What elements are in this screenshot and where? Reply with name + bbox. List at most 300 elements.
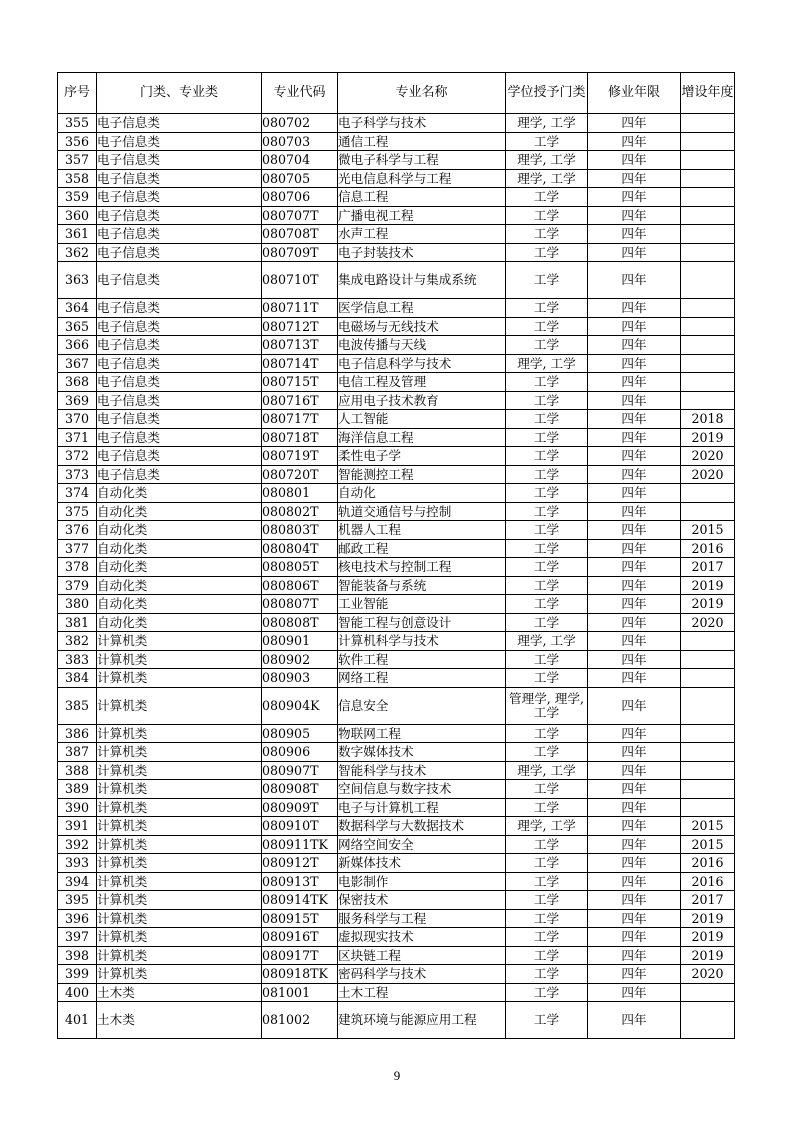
cell-category: 计算机类	[97, 965, 262, 984]
cell-seq: 361	[58, 225, 97, 244]
cell-degree: 工学	[506, 539, 588, 558]
cell-major-name: 信息安全	[338, 687, 506, 724]
cell-years: 四年	[588, 447, 681, 466]
cell-added-year	[681, 243, 735, 262]
table-row	[58, 891, 735, 910]
cell-major-name: 电子科学与技术	[338, 114, 506, 133]
cell-category: 计算机类	[97, 650, 262, 669]
cell-seq: 400	[58, 983, 97, 1002]
table-row	[58, 632, 735, 651]
cell-degree: 工学	[506, 132, 588, 151]
table-row	[58, 169, 735, 188]
cell-major-name: 智能装备与系统	[338, 576, 506, 595]
cell-category: 电子信息类	[97, 428, 262, 447]
cell-added-year	[681, 669, 735, 688]
cell-added-year	[681, 632, 735, 651]
cell-code: 080804T	[262, 539, 338, 558]
cell-code: 080910T	[262, 817, 338, 836]
table-row	[58, 724, 735, 743]
cell-category: 自动化类	[97, 613, 262, 632]
cell-degree: 理学, 工学	[506, 761, 588, 780]
cell-seq: 374	[58, 484, 97, 503]
cell-major-name: 空间信息与数字技术	[338, 780, 506, 799]
cell-years: 四年	[588, 502, 681, 521]
cell-years: 四年	[588, 946, 681, 965]
cell-years: 四年	[588, 872, 681, 891]
cell-years: 四年	[588, 336, 681, 355]
cell-years: 四年	[588, 595, 681, 614]
cell-seq: 376	[58, 521, 97, 540]
cell-years: 四年	[588, 780, 681, 799]
table-row	[58, 317, 735, 336]
cell-category: 自动化类	[97, 484, 262, 503]
cell-seq: 370	[58, 410, 97, 429]
cell-degree: 工学	[506, 336, 588, 355]
cell-added-year	[681, 484, 735, 503]
cell-degree: 工学	[506, 743, 588, 762]
table-row	[58, 854, 735, 873]
cell-degree: 管理学, 理学, 工学	[506, 687, 588, 724]
cell-category: 计算机类	[97, 798, 262, 817]
table-row	[58, 521, 735, 540]
cell-degree: 工学	[506, 946, 588, 965]
cell-major-name: 数字媒体技术	[338, 743, 506, 762]
cell-category: 电子信息类	[97, 225, 262, 244]
cell-degree: 工学	[506, 243, 588, 262]
cell-code: 080720T	[262, 465, 338, 484]
cell-years: 四年	[588, 188, 681, 207]
cell-degree: 工学	[506, 225, 588, 244]
cell-category: 计算机类	[97, 909, 262, 928]
cell-years: 四年	[588, 151, 681, 170]
cell-years: 四年	[588, 724, 681, 743]
cell-added-year: 2016	[681, 854, 735, 873]
cell-code: 080901	[262, 632, 338, 651]
cell-added-year: 2019	[681, 595, 735, 614]
cell-years: 四年	[588, 539, 681, 558]
cell-major-name: 土木工程	[338, 983, 506, 1002]
cell-code: 080908T	[262, 780, 338, 799]
cell-added-year	[681, 169, 735, 188]
cell-category: 土木类	[97, 1002, 262, 1039]
table-row	[58, 539, 735, 558]
cell-category: 电子信息类	[97, 373, 262, 392]
cell-degree: 工学	[506, 521, 588, 540]
cell-years: 四年	[588, 225, 681, 244]
cell-code: 080713T	[262, 336, 338, 355]
cell-code: 080707T	[262, 206, 338, 225]
cell-degree: 工学	[506, 558, 588, 577]
cell-seq: 381	[58, 613, 97, 632]
cell-major-name: 电信工程及管理	[338, 373, 506, 392]
table-row	[58, 965, 735, 984]
cell-code: 080716T	[262, 391, 338, 410]
cell-seq: 401	[58, 1002, 97, 1039]
cell-code: 080903	[262, 669, 338, 688]
header-degree: 学位授予门类	[506, 73, 588, 114]
cell-seq: 385	[58, 687, 97, 724]
cell-added-year: 2016	[681, 872, 735, 891]
table-row	[58, 391, 735, 410]
cell-code: 080913T	[262, 872, 338, 891]
cell-major-name: 智能工程与创意设计	[338, 613, 506, 632]
cell-major-name: 自动化	[338, 484, 506, 503]
cell-years: 四年	[588, 965, 681, 984]
cell-category: 电子信息类	[97, 188, 262, 207]
table-row	[58, 225, 735, 244]
cell-major-name: 软件工程	[338, 650, 506, 669]
cell-added-year	[681, 724, 735, 743]
cell-added-year	[681, 262, 735, 299]
cell-degree: 工学	[506, 373, 588, 392]
header-years: 修业年限	[588, 73, 681, 114]
table-row	[58, 687, 735, 724]
cell-major-name: 数据科学与大数据技术	[338, 817, 506, 836]
table-row	[58, 613, 735, 632]
cell-added-year: 2015	[681, 835, 735, 854]
cell-major-name: 新媒体技术	[338, 854, 506, 873]
cell-code: 080706	[262, 188, 338, 207]
cell-code: 081001	[262, 983, 338, 1002]
cell-seq: 388	[58, 761, 97, 780]
cell-years: 四年	[588, 650, 681, 669]
cell-code: 081002	[262, 1002, 338, 1039]
cell-years: 四年	[588, 391, 681, 410]
cell-degree: 工学	[506, 299, 588, 318]
cell-code: 080916T	[262, 928, 338, 947]
cell-years: 四年	[588, 817, 681, 836]
cell-major-name: 邮政工程	[338, 539, 506, 558]
cell-major-name: 电磁场与无线技术	[338, 317, 506, 336]
cell-major-name: 物联网工程	[338, 724, 506, 743]
cell-code: 080902	[262, 650, 338, 669]
cell-major-name: 应用电子技术教育	[338, 391, 506, 410]
cell-category: 自动化类	[97, 521, 262, 540]
table-body	[58, 114, 735, 1039]
cell-code: 080802T	[262, 502, 338, 521]
cell-added-year	[681, 206, 735, 225]
cell-category: 电子信息类	[97, 262, 262, 299]
cell-code: 080911TK	[262, 835, 338, 854]
cell-category: 计算机类	[97, 928, 262, 947]
cell-years: 四年	[588, 243, 681, 262]
cell-seq: 364	[58, 299, 97, 318]
cell-seq: 359	[58, 188, 97, 207]
cell-degree: 工学	[506, 891, 588, 910]
cell-seq: 393	[58, 854, 97, 873]
table-row	[58, 928, 735, 947]
table-row	[58, 502, 735, 521]
cell-code: 080715T	[262, 373, 338, 392]
table-row	[58, 428, 735, 447]
cell-category: 计算机类	[97, 817, 262, 836]
cell-category: 电子信息类	[97, 410, 262, 429]
cell-major-name: 服务科学与工程	[338, 909, 506, 928]
cell-major-name: 轨道交通信号与控制	[338, 502, 506, 521]
table-row	[58, 336, 735, 355]
table-row	[58, 595, 735, 614]
table-row	[58, 576, 735, 595]
cell-major-name: 集成电路设计与集成系统	[338, 262, 506, 299]
cell-added-year	[681, 132, 735, 151]
cell-years: 四年	[588, 854, 681, 873]
cell-category: 电子信息类	[97, 354, 262, 373]
cell-category: 电子信息类	[97, 243, 262, 262]
majors-table	[57, 72, 735, 1039]
cell-years: 四年	[588, 613, 681, 632]
cell-code: 080917T	[262, 946, 338, 965]
cell-degree: 理学, 工学	[506, 169, 588, 188]
cell-years: 四年	[588, 632, 681, 651]
cell-category: 自动化类	[97, 595, 262, 614]
cell-category: 自动化类	[97, 576, 262, 595]
cell-seq: 383	[58, 650, 97, 669]
cell-degree: 工学	[506, 1002, 588, 1039]
cell-degree: 工学	[506, 613, 588, 632]
cell-added-year	[681, 151, 735, 170]
cell-years: 四年	[588, 484, 681, 503]
cell-added-year	[681, 502, 735, 521]
cell-category: 电子信息类	[97, 151, 262, 170]
cell-seq: 355	[58, 114, 97, 133]
cell-code: 080803T	[262, 521, 338, 540]
cell-code: 080905	[262, 724, 338, 743]
table-row	[58, 206, 735, 225]
cell-major-name: 电波传播与天线	[338, 336, 506, 355]
cell-major-name: 信息工程	[338, 188, 506, 207]
cell-major-name: 电影制作	[338, 872, 506, 891]
cell-degree: 工学	[506, 188, 588, 207]
cell-added-year	[681, 983, 735, 1002]
cell-added-year: 2019	[681, 946, 735, 965]
cell-code: 080808T	[262, 613, 338, 632]
cell-seq: 369	[58, 391, 97, 410]
cell-years: 四年	[588, 317, 681, 336]
cell-code: 080712T	[262, 317, 338, 336]
header-added-year: 增设年度	[681, 73, 735, 114]
cell-seq: 395	[58, 891, 97, 910]
cell-added-year: 2019	[681, 576, 735, 595]
table-header	[58, 73, 735, 114]
cell-seq: 358	[58, 169, 97, 188]
cell-seq: 394	[58, 872, 97, 891]
cell-degree: 工学	[506, 909, 588, 928]
cell-years: 四年	[588, 761, 681, 780]
cell-years: 四年	[588, 262, 681, 299]
cell-category: 电子信息类	[97, 447, 262, 466]
cell-seq: 382	[58, 632, 97, 651]
cell-years: 四年	[588, 1002, 681, 1039]
cell-code: 080714T	[262, 354, 338, 373]
cell-degree: 工学	[506, 391, 588, 410]
cell-added-year: 2015	[681, 817, 735, 836]
cell-years: 四年	[588, 798, 681, 817]
cell-category: 计算机类	[97, 669, 262, 688]
cell-added-year	[681, 317, 735, 336]
table-row	[58, 243, 735, 262]
cell-added-year: 2016	[681, 539, 735, 558]
cell-added-year: 2017	[681, 891, 735, 910]
cell-major-name: 电子封装技术	[338, 243, 506, 262]
cell-added-year: 2020	[681, 965, 735, 984]
table-row	[58, 188, 735, 207]
cell-seq: 379	[58, 576, 97, 595]
cell-seq: 375	[58, 502, 97, 521]
cell-degree: 工学	[506, 854, 588, 873]
cell-degree: 工学	[506, 983, 588, 1002]
cell-code: 080906	[262, 743, 338, 762]
cell-category: 自动化类	[97, 539, 262, 558]
cell-code: 080904K	[262, 687, 338, 724]
cell-added-year: 2015	[681, 521, 735, 540]
cell-added-year: 2020	[681, 447, 735, 466]
cell-category: 电子信息类	[97, 391, 262, 410]
cell-degree: 工学	[506, 928, 588, 947]
cell-major-name: 工业智能	[338, 595, 506, 614]
table-row	[58, 798, 735, 817]
cell-category: 计算机类	[97, 780, 262, 799]
table-row	[58, 909, 735, 928]
cell-years: 四年	[588, 410, 681, 429]
cell-degree: 理学, 工学	[506, 817, 588, 836]
cell-added-year: 2018	[681, 410, 735, 429]
cell-major-name: 建筑环境与能源应用工程	[338, 1002, 506, 1039]
cell-major-name: 水声工程	[338, 225, 506, 244]
cell-years: 四年	[588, 687, 681, 724]
cell-category: 计算机类	[97, 872, 262, 891]
table-row	[58, 835, 735, 854]
table-row	[58, 743, 735, 762]
cell-major-name: 区块链工程	[338, 946, 506, 965]
cell-seq: 378	[58, 558, 97, 577]
cell-seq: 390	[58, 798, 97, 817]
cell-degree: 理学, 工学	[506, 114, 588, 133]
cell-added-year	[681, 188, 735, 207]
cell-major-name: 保密技术	[338, 891, 506, 910]
cell-years: 四年	[588, 576, 681, 595]
cell-seq: 357	[58, 151, 97, 170]
cell-seq: 366	[58, 336, 97, 355]
table-row	[58, 817, 735, 836]
cell-category: 土木类	[97, 983, 262, 1002]
cell-seq: 360	[58, 206, 97, 225]
cell-degree: 工学	[506, 595, 588, 614]
cell-code: 080702	[262, 114, 338, 133]
cell-years: 四年	[588, 891, 681, 910]
cell-category: 计算机类	[97, 946, 262, 965]
cell-added-year	[681, 391, 735, 410]
cell-code: 080805T	[262, 558, 338, 577]
cell-added-year	[681, 373, 735, 392]
header-category: 门类、专业类	[97, 73, 262, 114]
cell-category: 计算机类	[97, 687, 262, 724]
cell-code: 080704	[262, 151, 338, 170]
cell-code: 080717T	[262, 410, 338, 429]
cell-major-name: 微电子科学与工程	[338, 151, 506, 170]
cell-seq: 365	[58, 317, 97, 336]
cell-category: 计算机类	[97, 632, 262, 651]
cell-category: 电子信息类	[97, 114, 262, 133]
cell-code: 080710T	[262, 262, 338, 299]
header-code: 专业代码	[262, 73, 338, 114]
table-row	[58, 669, 735, 688]
cell-major-name: 电子信息科学与技术	[338, 354, 506, 373]
cell-degree: 工学	[506, 502, 588, 521]
cell-seq: 380	[58, 595, 97, 614]
cell-category: 计算机类	[97, 761, 262, 780]
cell-years: 四年	[588, 835, 681, 854]
cell-added-year: 2019	[681, 428, 735, 447]
cell-degree: 工学	[506, 206, 588, 225]
table-row	[58, 354, 735, 373]
cell-seq: 398	[58, 946, 97, 965]
table-row	[58, 484, 735, 503]
cell-category: 电子信息类	[97, 169, 262, 188]
cell-added-year	[681, 798, 735, 817]
table-row	[58, 1002, 735, 1039]
cell-code: 080918TK	[262, 965, 338, 984]
cell-seq: 377	[58, 539, 97, 558]
cell-seq: 384	[58, 669, 97, 688]
cell-added-year	[681, 336, 735, 355]
cell-seq: 368	[58, 373, 97, 392]
cell-code: 080909T	[262, 798, 338, 817]
cell-added-year	[681, 1002, 735, 1039]
table-row	[58, 761, 735, 780]
cell-category: 电子信息类	[97, 132, 262, 151]
cell-degree: 工学	[506, 484, 588, 503]
table-row	[58, 780, 735, 799]
cell-major-name: 海洋信息工程	[338, 428, 506, 447]
cell-major-name: 虚拟现实技术	[338, 928, 506, 947]
table-row	[58, 946, 735, 965]
cell-degree: 工学	[506, 798, 588, 817]
cell-seq: 389	[58, 780, 97, 799]
cell-years: 四年	[588, 743, 681, 762]
cell-seq: 397	[58, 928, 97, 947]
cell-category: 电子信息类	[97, 299, 262, 318]
cell-seq: 386	[58, 724, 97, 743]
header-row	[58, 73, 735, 114]
cell-years: 四年	[588, 299, 681, 318]
cell-category: 自动化类	[97, 502, 262, 521]
cell-years: 四年	[588, 428, 681, 447]
cell-degree: 工学	[506, 965, 588, 984]
cell-category: 计算机类	[97, 743, 262, 762]
cell-category: 计算机类	[97, 891, 262, 910]
cell-code: 080912T	[262, 854, 338, 873]
cell-category: 电子信息类	[97, 317, 262, 336]
cell-seq: 362	[58, 243, 97, 262]
cell-major-name: 广播电视工程	[338, 206, 506, 225]
header-name: 专业名称	[338, 73, 506, 114]
cell-seq: 387	[58, 743, 97, 762]
cell-degree: 工学	[506, 428, 588, 447]
cell-years: 四年	[588, 114, 681, 133]
cell-added-year: 2020	[681, 613, 735, 632]
cell-added-year: 2017	[681, 558, 735, 577]
cell-added-year	[681, 780, 735, 799]
cell-major-name: 网络工程	[338, 669, 506, 688]
table-row	[58, 410, 735, 429]
cell-code: 080914TK	[262, 891, 338, 910]
cell-code: 080806T	[262, 576, 338, 595]
cell-added-year	[681, 114, 735, 133]
cell-code: 080807T	[262, 595, 338, 614]
cell-major-name: 智能科学与技术	[338, 761, 506, 780]
table-row	[58, 558, 735, 577]
cell-degree: 工学	[506, 835, 588, 854]
